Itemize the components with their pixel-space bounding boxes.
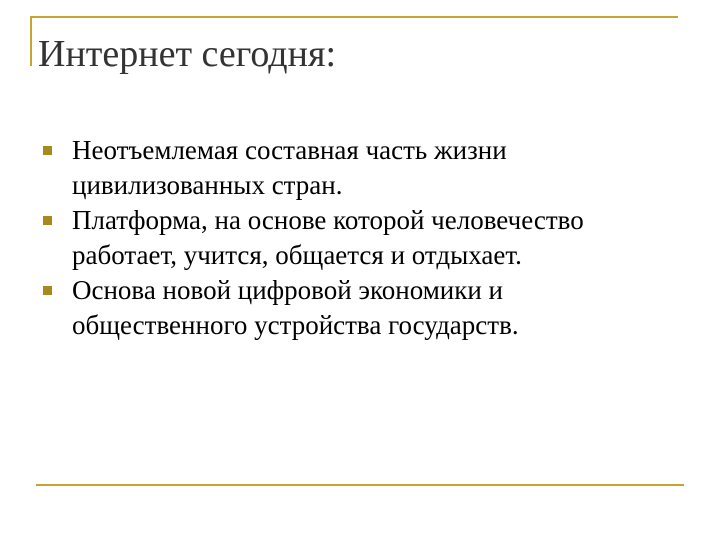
bottom-divider-line xyxy=(36,484,684,486)
list-item xyxy=(40,203,680,273)
slide-title: Интернет сегодня: xyxy=(38,33,337,75)
bullet-text: Основа новой цифровой экономики и общественного устройства государств. xyxy=(72,275,519,340)
list-item xyxy=(40,133,680,203)
left-accent-line xyxy=(30,16,32,66)
list-item xyxy=(40,273,680,343)
bullet-text: Платформа, на основе которой человечество работает, учится, общается и отдыхает. xyxy=(72,205,584,270)
bullet-list xyxy=(40,133,680,343)
top-divider-line xyxy=(30,16,678,18)
bullet-text: Неотъемлемая составная часть жизни цивилизованных стран. xyxy=(72,135,507,200)
square-bullet-icon xyxy=(43,146,52,155)
square-bullet-icon xyxy=(43,216,52,225)
square-bullet-icon xyxy=(43,286,52,295)
